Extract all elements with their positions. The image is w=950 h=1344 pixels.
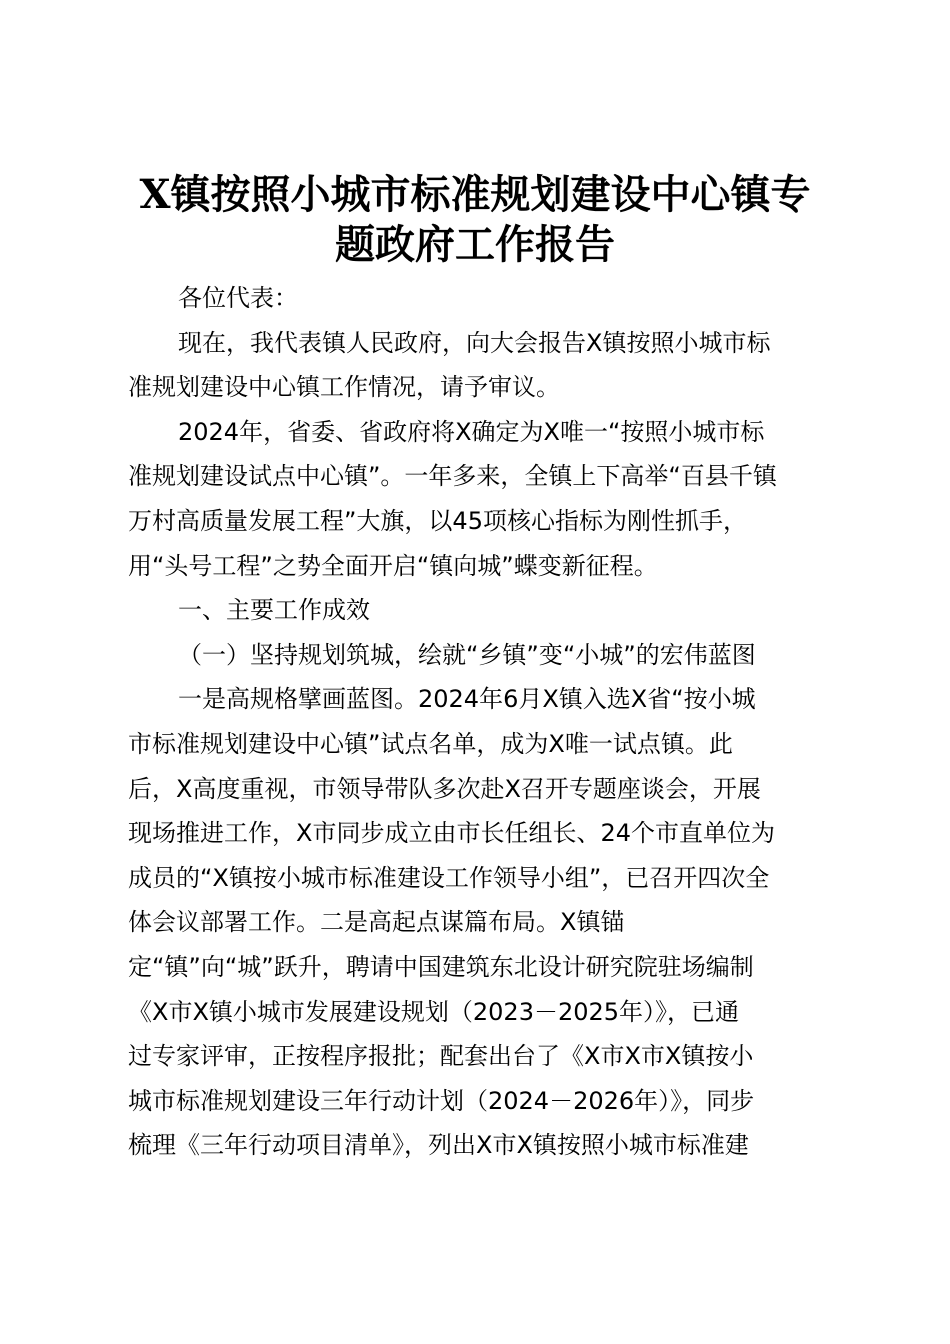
text-line: 梳理《三年行动项目清单》，列出X市X镇按照小城市标准建	[128, 1131, 749, 1160]
text-line: 各位代表：	[178, 284, 298, 312]
paragraph	[128, 280, 830, 325]
text-line: 定“镇”向“城”跃升，聘请中国建筑东北设计研究院驻场编制	[128, 952, 754, 981]
text-line: 后，X高度重视，市领导带队多次赴X召开专题座谈会，开展	[128, 774, 761, 803]
paragraph	[128, 637, 830, 682]
text-line: 现场推进工作，X市同步成立由市长任组长、24个市直单位为	[128, 819, 775, 848]
paragraph	[128, 325, 830, 414]
text-line: 城市标准规划建设三年行动计划（2024－2026年）》，同步	[128, 1086, 755, 1115]
text-line: 现在，我代表镇人民政府，向大会报告X镇按照小城市标	[178, 328, 771, 357]
text-line: 用“头号工程”之势全面开启“镇向城”蝶变新征程。	[128, 551, 658, 580]
text-line: 一、主要工作成效	[178, 596, 370, 625]
text-line: 体会议部署工作。二是高起点谋篇布局。X镇锚	[128, 908, 625, 937]
document-title-line-2: 题政府工作报告	[335, 221, 615, 268]
text-line: 过专家评审，正按程序报批；配套出台了《X市X市X镇按小	[128, 1042, 754, 1071]
paragraph	[128, 414, 830, 592]
text-line: 准规划建设中心镇工作情况，请予审议。	[128, 373, 560, 402]
paragraph	[128, 681, 830, 1172]
text-line: 成员的“X镇按小城市标准建设工作领导小组”，已召开四次全	[128, 863, 770, 892]
text-line: 2024年，省委、省政府将X确定为X唯一“按照小城市标	[178, 417, 765, 446]
document-body	[128, 280, 830, 1172]
document-title-line-1: X镇按照小城市标准规划建设中心镇专	[139, 171, 811, 218]
text-line: 万村高质量发展工程”大旗，以45项核心指标为刚性抓手，	[128, 506, 747, 535]
text-line: 《X市X镇小城市发展建设规划（2023－2025年）》，已通	[128, 997, 740, 1026]
text-line: （一）坚持规划筑城，绘就“乡镇”变“小城”的宏伟蓝图	[178, 640, 756, 669]
text-line: 一是高规格擘画蓝图。2024年6月X镇入选X省“按小城	[178, 685, 756, 714]
text-line: 准规划建设试点中心镇”。一年多来，全镇上下高举“百县千镇	[128, 462, 777, 491]
text-line: 市标准规划建设中心镇”试点名单，成为X唯一试点镇。此	[128, 729, 733, 758]
paragraph	[128, 592, 830, 637]
